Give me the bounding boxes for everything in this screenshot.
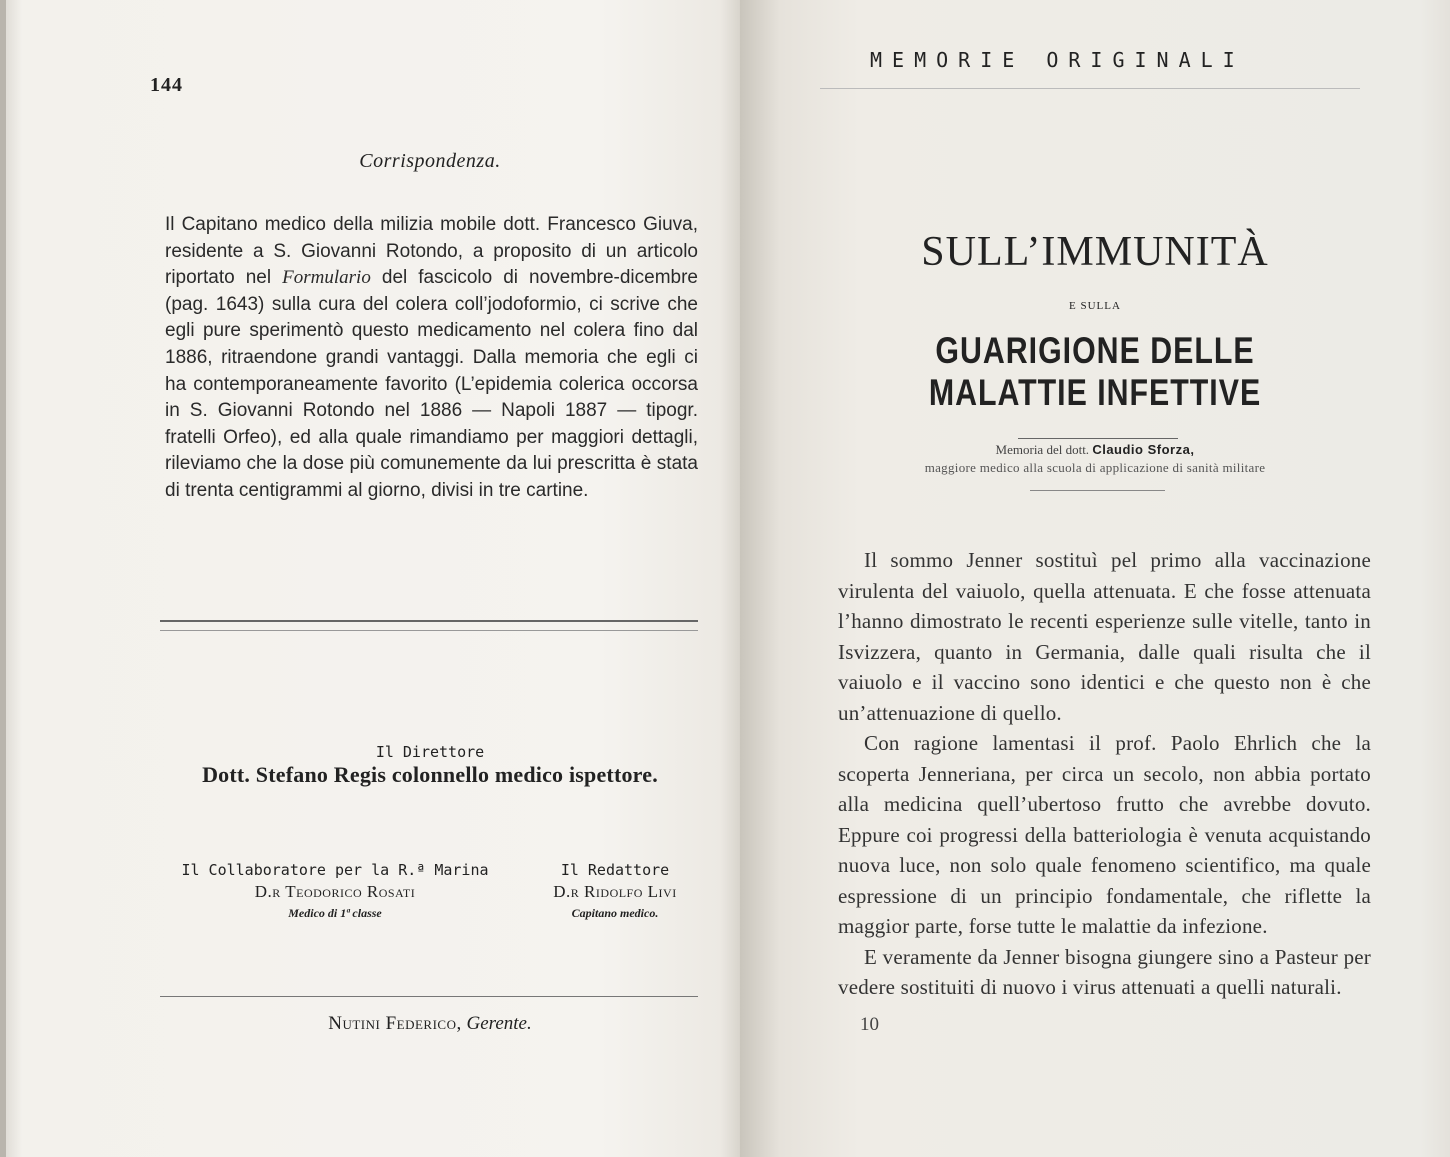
article-subtitle: GUARIGIONE DELLE MALATTIE INFETTIVE xyxy=(928,330,1262,413)
author-rule-bottom xyxy=(1030,490,1165,491)
gerente-name: Nutini Federico, xyxy=(328,1013,462,1034)
page-number-left: 144 xyxy=(150,74,183,96)
collaboratore-rank: Medico di 1ª classe xyxy=(288,906,382,920)
author-rank: maggiore medico alla scuola di applicazione di sanità militare xyxy=(924,460,1266,475)
formulario-reference: Formulario xyxy=(282,267,371,289)
double-rule xyxy=(160,620,698,631)
collaboratore-name: D.r Teodorico Rosati xyxy=(254,882,416,901)
correspondence-text xyxy=(165,212,698,505)
author-name: Claudio Sforza, xyxy=(1092,442,1195,457)
redattore-name: D.r Ridolfo Livi xyxy=(553,882,677,901)
correspondence-text-part2: del fascicolo di novembre-dicembre (pag. 1643) sulla cura del colera coll’jodoformio, ci scrive che egli pure sperimentò questo medicamento nel colera fino dal 1886, ritraendone grandi vantaggi. Dalla memoria che egli ci ha contemporaneamente favorito (L’epidemia colerica occorsa in S. Giovanni Rotondo nel 1886 — Napoli 1887 — tipogr. fratelli Orfeo), ed alla quale rimandiamo per maggiori dettagli, rileviamo che la dose più comunemente da lui prescritta è stata di trenta centigrammi al giorno, divisi in tre cartine. xyxy=(165,267,699,501)
title-connector: E SULLA xyxy=(1069,300,1121,312)
gerente-line xyxy=(0,1013,860,1035)
page-number-right: 10 xyxy=(860,1014,879,1035)
article-title: SULL’IMMUNITÀ xyxy=(921,229,1269,275)
paragraph: Il sommo Jenner sostituì pel primo alla vaccinazione virulenta del vaiuolo, quella attenuata. E che fosse attenuata l’hanno dimostrato le recenti esperienze sulle vitelle, tanto in Isvizzera, quanto in Germania, dalle quali risulta che il vaiuolo e il vaccino sono identici e che questo non è che un’attenuazione di quello. xyxy=(838,548,1371,725)
header-rule xyxy=(820,88,1360,89)
author-prefix: Memoria del dott. xyxy=(995,442,1090,457)
author-rule-top xyxy=(1018,438,1178,439)
redattore-rank: Capitano medico. xyxy=(571,906,659,920)
author-line xyxy=(815,442,1375,458)
collaboratore-signature xyxy=(150,860,520,922)
redattore-label: Il Redattore xyxy=(560,861,670,879)
gerente-role: Gerente. xyxy=(466,1013,532,1034)
paragraph: E veramente da Jenner bisogna giungere sino a Pasteur per vedere sostituiti di nuovo i virus attenuati a quelli naturali. xyxy=(838,944,1371,999)
page-edge xyxy=(0,0,6,1157)
article-body xyxy=(838,545,1371,1003)
paragraph: Con ragione lamentasi il prof. Paolo Ehrlich che la scoperta Jenneriana, per circa un secolo, non abbia portato alla medicina quell’ubertoso frutto che avrebbe dovuto. Eppure coi progressi della batteriologia è venuta acquistando nuova luce, non solo quale fenomeno scientifico, ma quale espressione di un principio fondamentale, che riflette la maggior parte, forse tutte le malattie da infezione. xyxy=(838,731,1371,938)
correspondence-text-part1: Il Capitano medico della milizia mobile dott. Francesco Giuva, residente a S. Giovanni Rotondo, a proposito di un articolo riportato nel xyxy=(165,214,698,289)
section-title: Corrispondenza. xyxy=(359,150,501,172)
director-name: Dott. Stefano Regis colonnello medico ispettore. xyxy=(202,762,658,787)
redattore-signature xyxy=(515,860,715,922)
director-label: Il Direttore xyxy=(375,743,485,761)
single-rule xyxy=(160,996,698,997)
running-header: MEMORIE ORIGINALI xyxy=(870,48,1245,72)
collaboratore-label: Il Collaboratore per la R.ª Marina xyxy=(181,861,489,879)
